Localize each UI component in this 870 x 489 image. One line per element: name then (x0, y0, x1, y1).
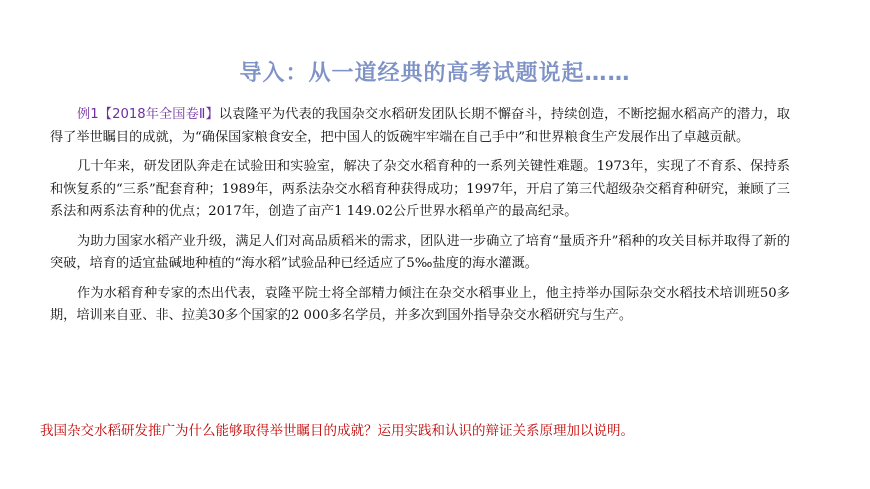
question-passage (50, 104, 790, 335)
passage-paragraph-2: 几十年来，研发团队奔走在试验田和实验室，解决了杂交水稻育种的一系列关键性难题。1973年，实现了不育系、保持系和恢复系的“三系”配套育种；1989年，两系法杂交水稻育种获得成功；1997年，开启了第三代超级杂交稻育种研究，兼顾了三系法和两系法育种的优点；2017年，创造了亩产1 149.02公斤世界水稻单产的最高纪录。 (50, 159, 790, 219)
paragraph-text-1: 以袁隆平为代表的我国杂交水稻研发团队长期不懈奋斗，持续创造，不断挖掘水稻高产的潜力，取得了举世瞩目的成就，为“确保国家粮食安全，把中国人的饭碗牢牢端在自己手中”和世界粮食生产发展作出了卓越贡献。 (50, 107, 790, 145)
passage-paragraph-3: 为助力国家水稻产业升级，满足人们对高品质稻米的需求，团队进一步确立了培育“量质齐升”稻种的攻关目标并取得了新的突破，培育的适宜盐碱地种植的“海水稻”试验品种已经适应了5‰盐度的海水灌溉。 (50, 233, 790, 271)
example-label: 例1【2018年全国卷Ⅱ】 (77, 107, 219, 122)
passage-paragraph-1 (50, 104, 790, 149)
passage-paragraph-4: 作为水稻育种专家的杰出代表，袁隆平院士将全部精力倾注在杂交水稻事业上，他主持举办国际杂交水稻技术培训班50多期，培训来自亚、非、拉美30多个国家的2 000多名学员，并多次到国外指导杂交水稻研究与生产。 (50, 285, 790, 323)
exam-question: 我国杂交水稻研发推广为什么能够取得举世瞩目的成就？运用实践和认识的辩证关系原理加以说明。 (40, 423, 634, 439)
slide-title: 导入：从一道经典的高考试题说起…… (239, 61, 631, 86)
